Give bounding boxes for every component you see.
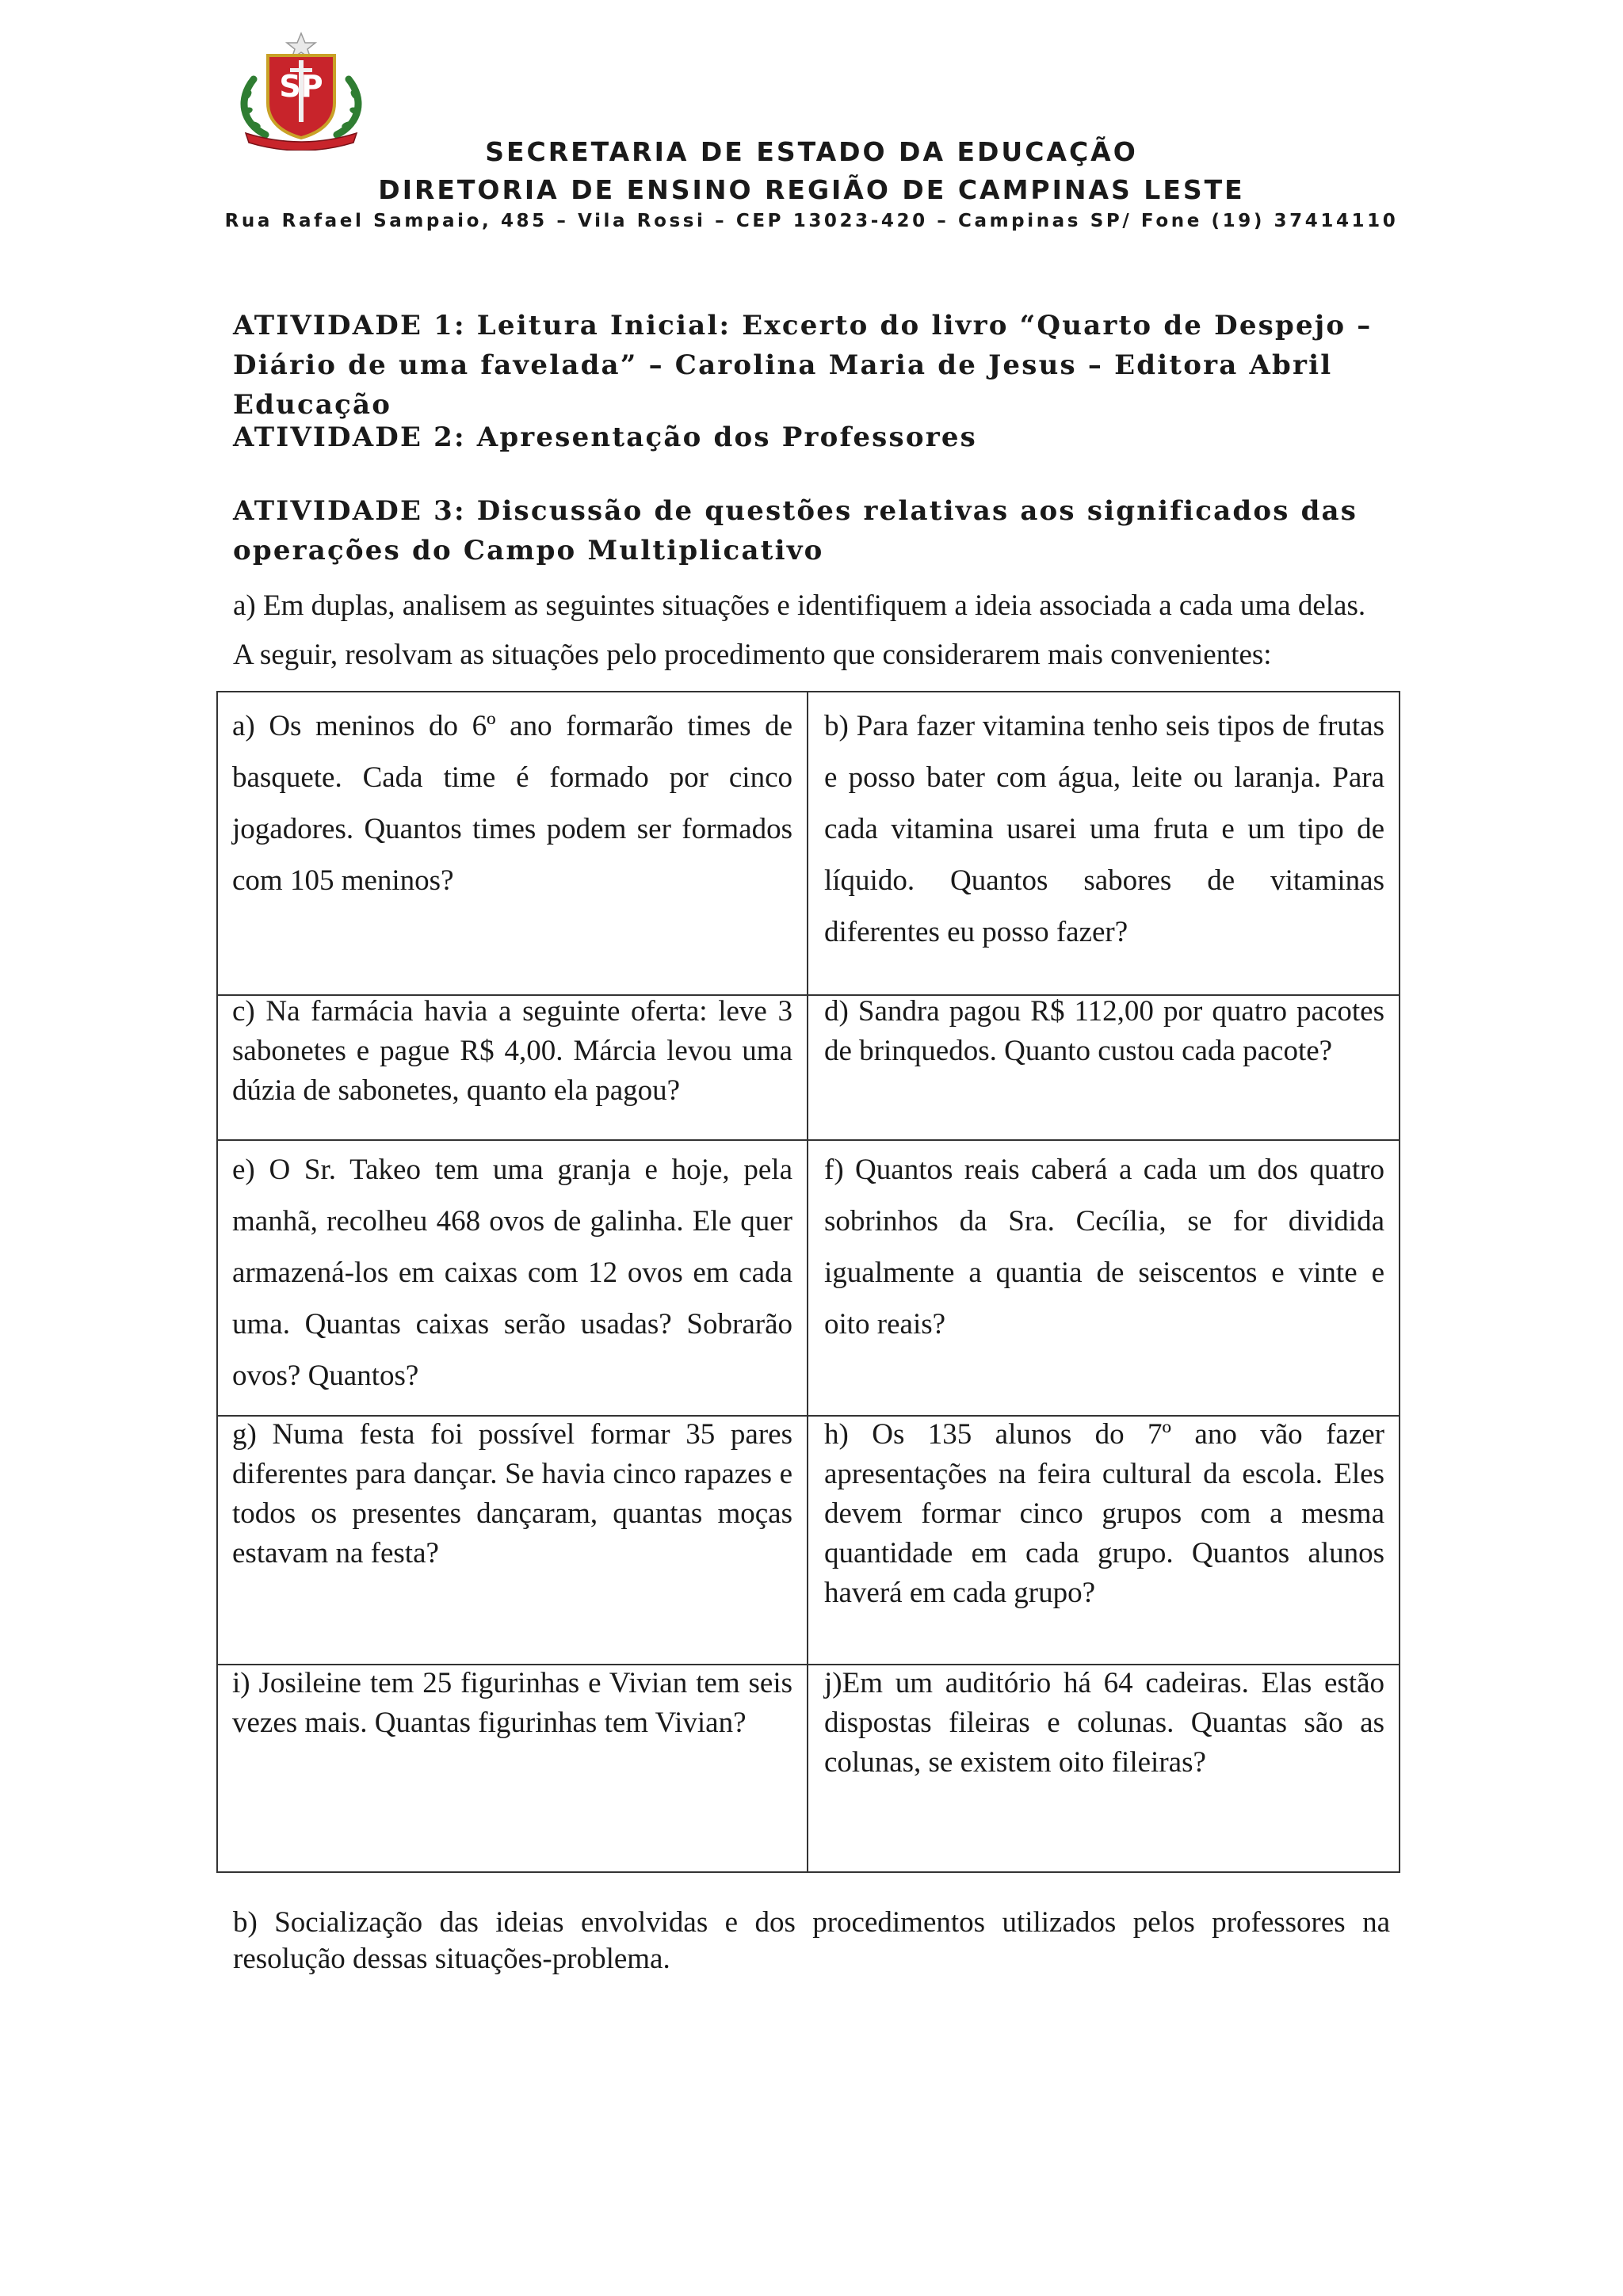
problem-b: b) Para fazer vitamina tenho seis tipos de frutas e posso bater com água, leite ou laranja. Para cada vitamina usarei uma fruta e um tipo de líquido. Quantos sabores de vitaminas diferentes eu posso fazer? (824, 710, 1384, 948)
problem-i: i) Josileine tem 25 figurinhas e Vivian tem seis vezes mais. Quantas figurinhas tem Vivian? (232, 1667, 792, 1739)
header-secretaria: SECRETARIA DE ESTADO DA EDUCAÇÃO (485, 136, 1138, 167)
activity-3-instructions (233, 582, 1398, 680)
header-address: Rua Rafael Sampaio, 485 – Vila Rossi – CEP 13023-420 – Campinas SP/ Fone (19) 37414110 (224, 211, 1399, 231)
activity-3-title: ATIVIDADE 3: Discussão de questões relativas aos significados das operações do Campo Multiplicativo (233, 495, 1358, 566)
problem-d: d) Sandra pagou R$ 112,00 por quatro pacotes de brinquedos. Quanto custou cada pacote? (824, 995, 1384, 1067)
problem-j: j)Em um auditório há 64 cadeiras. Elas estão dispostas fileiras e colunas. Quantas são as colunas, se existem oito fileiras? (824, 1667, 1384, 1779)
column-divider (807, 692, 808, 1871)
problem-c: c) Na farmácia havia a seguinte oferta: leve 3 sabonetes e pague R$ 4,00. Márcia levou uma dúzia de sabonetes, quanto ela pagou? (232, 995, 792, 1107)
problem-g: g) Numa festa foi possível formar 35 pares diferentes para dançar. Se havia cinco rapazes e todos os presentes dançaram, quantas moças estavam na festa? (232, 1418, 792, 1569)
problem-e: e) O Sr. Takeo tem uma granja e hoje, pela manhã, recolheu 468 ovos de galinha. Ele quer armazená-los em caixas com 12 ovos em cada uma. Quantas caixas serão usadas? Sobrarão ovos? Quantos? (232, 1154, 792, 1392)
emblem-lettering: SP (279, 69, 323, 104)
sao-paulo-emblem-icon (230, 32, 372, 151)
activity-2-title: ATIVIDADE 2: Apresentação dos Professores (233, 421, 978, 453)
activity-1-title: ATIVIDADE 1: Leitura Inicial: Excerto do livro “Quarto de Despejo – Diário de uma favelada” – Carolina Maria de Jesus – Editora Abril Educação (233, 310, 1373, 421)
instruction-line-2: A seguir, resolvam as situações pelo procedimento que considerarem mais convenientes: (233, 639, 1272, 671)
header-diretoria: DIRETORIA DE ENSINO REGIÃO DE CAMPINAS LESTE (378, 174, 1245, 205)
problem-f: f) Quantos reais caberá a cada um dos quatro sobrinhos da Sra. Cecília, se for dividida igualmente a quantia de seiscentos e vinte e oito reais? (824, 1154, 1384, 1341)
problem-h: h) Os 135 alunos do 7º ano vão fazer apresentações na feira cultural da escola. Eles devem formar cinco grupos com a mesma quantidade em cada grupo. Quantos alunos haverá em cada grupo? (824, 1418, 1384, 1609)
problem-a: a) Os meninos do 6º ano formarão times de basquete. Cada time é formado por cinco jogadores. Quantos times podem ser formados com 105 meninos? (232, 710, 792, 897)
closing-instruction: b) Socialização das ideias envolvidas e dos procedimentos utilizados pelos professores na resolução dessas situações-problema. (233, 1906, 1390, 1975)
row-divider (218, 1139, 1399, 1141)
instruction-line-1: a) Em duplas, analisem as seguintes situações e identifiquem a ideia associada a cada uma delas. (233, 589, 1366, 622)
problems-table (216, 691, 1400, 1873)
